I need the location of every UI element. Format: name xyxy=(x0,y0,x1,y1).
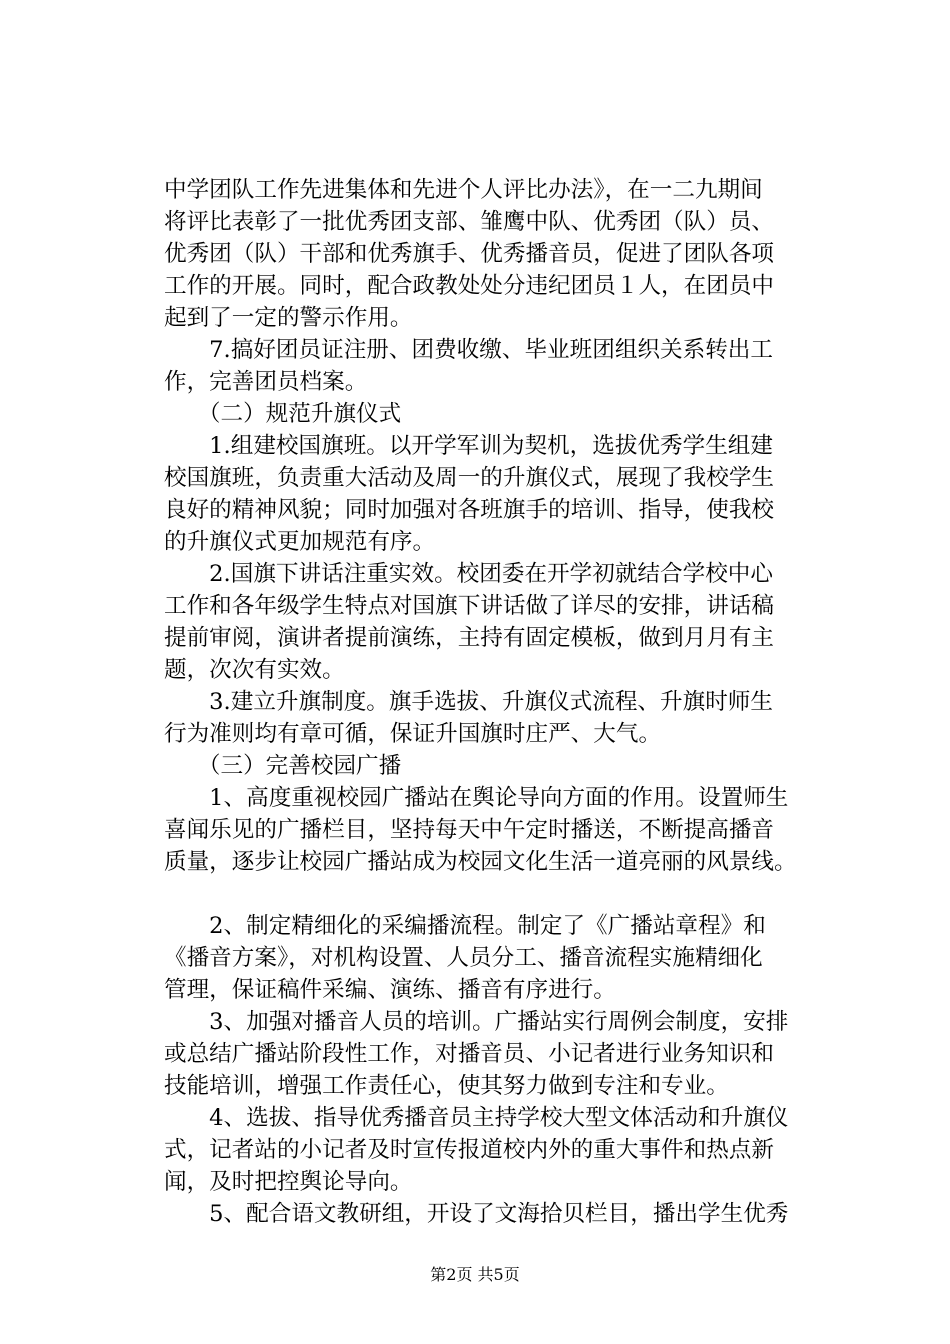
text-line: 作，完善团员档案。 xyxy=(164,369,368,395)
text-line: 1.组建校国旗班。以开学军训为契机，选拔优秀学生组建 xyxy=(164,433,773,459)
text-line: 4、选拔、指导优秀播音员主持学校大型文体活动和升旗仪 xyxy=(164,1105,789,1131)
text-line: 优秀团（队）干部和优秀旗手、优秀播音员，促进了团队各项 xyxy=(164,241,775,267)
text-line: （三）完善校园广播 xyxy=(164,753,402,779)
text-line: 行为准则均有章可循，保证升国旗时庄严、大气。 xyxy=(164,721,662,747)
text-line: 质量，逐步让校园广播站成为校园文化生活一道亮丽的风景线。 xyxy=(164,849,797,875)
text-line: 5、配合语文教研组，开设了文海拾贝栏目，播出学生优秀 xyxy=(164,1201,789,1227)
text-line: 起到了一定的警示作用。 xyxy=(164,305,413,331)
text-line: 1、高度重视校园广播站在舆论导向方面的作用。设置师生 xyxy=(164,785,789,811)
text-line: 7.搞好团员证注册、团费收缴、毕业班团组织关系转出工 xyxy=(164,337,773,363)
text-line: 工作和各年级学生特点对国旗下讲话做了详尽的安排，讲话稿 xyxy=(164,593,775,619)
text-line: 管理，保证稿件采编、演练、播音有序进行。 xyxy=(164,977,616,1003)
text-line: 将评比表彰了一批优秀团支部、雏鹰中队、优秀团（队）员、 xyxy=(164,209,775,235)
text-line: 题，次次有实效。 xyxy=(164,657,345,683)
text-line: 工作的开展。同时，配合政教处处分违纪团员１人，在团员中 xyxy=(164,273,775,299)
text-line: 提前审阅，演讲者提前演练，主持有固定模板，做到月月有主 xyxy=(164,625,775,651)
document-body xyxy=(164,174,844,1230)
text-line: 校国旗班，负责重大活动及周一的升旗仪式，展现了我校学生 xyxy=(164,465,775,491)
text-line: 式，记者站的小记者及时宣传报道校内外的重大事件和热点新 xyxy=(164,1137,775,1163)
blank-line xyxy=(164,878,844,910)
page-footer: 第2页 共5页 xyxy=(430,1265,520,1284)
text-line: 喜闻乐见的广播栏目，坚持每天中午定时播送，不断提高播音 xyxy=(164,817,775,843)
text-line: 2、制定精细化的采编播流程。制定了《广播站章程》和 xyxy=(164,913,766,939)
text-line: 闻，及时把控舆论导向。 xyxy=(164,1169,413,1195)
text-line: 《播音方案》，对机构设置、人员分工、播音流程实施精细化 xyxy=(164,945,763,971)
text-line: 良好的精神风貌；同时加强对各班旗手的培训、指导，使我校 xyxy=(164,497,775,523)
text-line: （二）规范升旗仪式 xyxy=(164,401,402,427)
text-line: 3.建立升旗制度。旗手选拔、升旗仪式流程、升旗时师生 xyxy=(164,689,773,715)
text-line: 2.国旗下讲话注重实效。校团委在开学初就结合学校中心 xyxy=(164,561,773,587)
text-line: 3、加强对播音人员的培训。广播站实行周例会制度，安排 xyxy=(164,1009,789,1035)
text-line: 的升旗仪式更加规范有序。 xyxy=(164,529,436,555)
text-line: 中学团队工作先进集体和先进个人评比办法》，在一二九期间 xyxy=(164,177,763,203)
text-line: 技能培训，增强工作责任心，使其努力做到专注和专业。 xyxy=(164,1073,729,1099)
text-line: 或总结广播站阶段性工作，对播音员、小记者进行业务知识和 xyxy=(164,1041,775,1067)
